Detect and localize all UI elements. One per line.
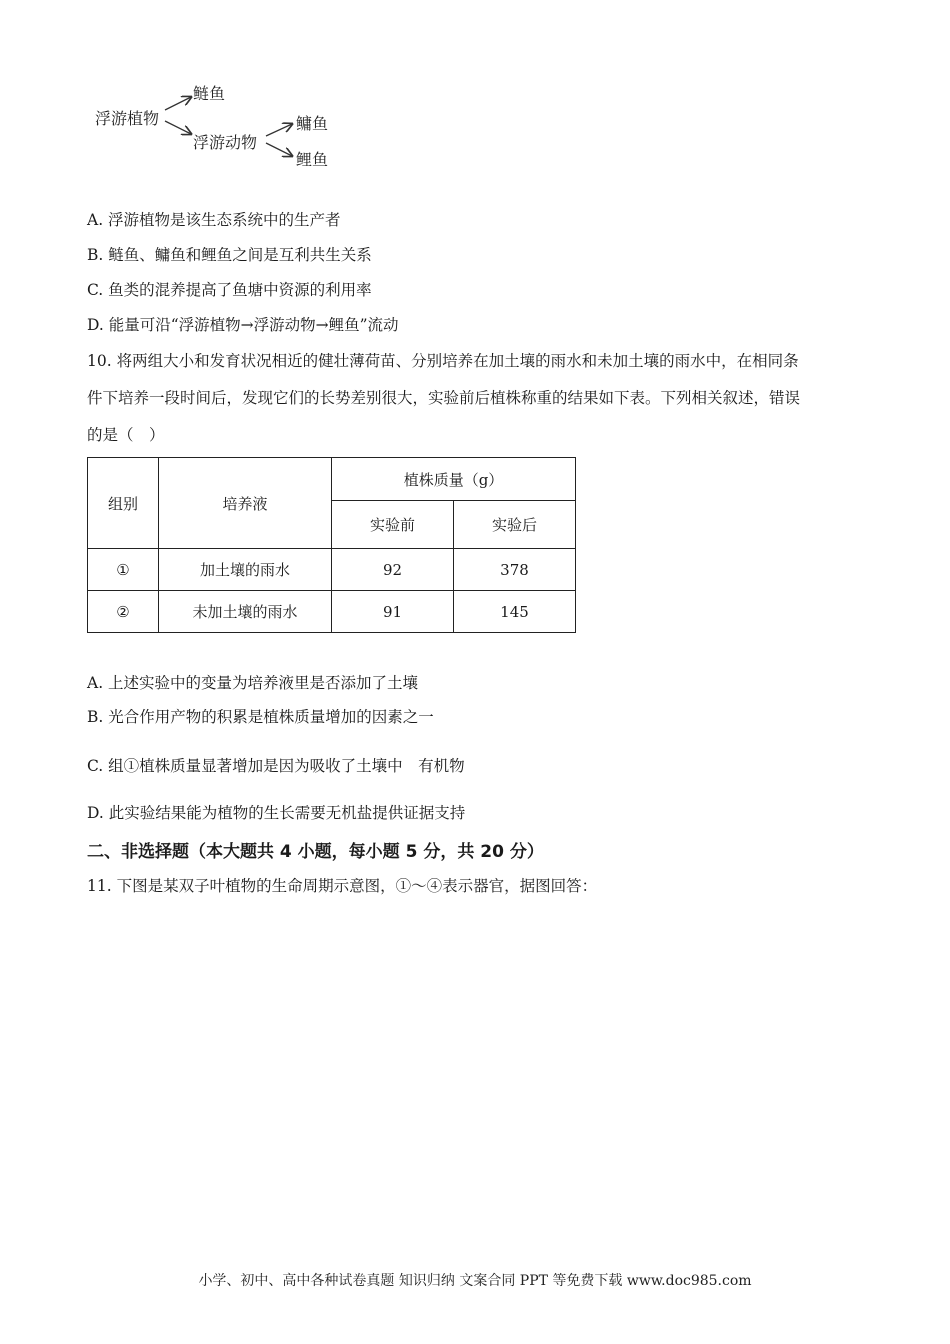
q9-option-a: A. 浮游植物是该生态系统中的生产者 bbox=[87, 211, 341, 229]
node-silver-carp: 鲢鱼 bbox=[193, 84, 226, 103]
table-row bbox=[88, 591, 576, 633]
page-footer: 小学、初中、高中各种试卷真题 知识归纳 文案合同 PPT 等免费下载 www.doc985.com bbox=[198, 1273, 752, 1289]
cell-before: 92 bbox=[332, 549, 454, 591]
q10-stem-line-3: 的是（ ） bbox=[87, 426, 165, 444]
cell-medium: 加土壤的雨水 bbox=[159, 549, 332, 591]
q10-option-c: C. 组①植株质量显著增加是因为吸收了土壤中 有机物 bbox=[87, 757, 465, 775]
cell-after: 378 bbox=[454, 549, 576, 591]
q10-data-table bbox=[87, 457, 576, 633]
header-medium: 培养液 bbox=[159, 458, 332, 549]
node-zooplankton: 浮游动物 bbox=[193, 133, 258, 152]
arrow-plants-to-silver-carp bbox=[165, 97, 191, 110]
header-before: 实验前 bbox=[332, 501, 454, 549]
q10-stem-line-1: 10. 将两组大小和发育状况相近的健壮薄荷苗、分别培养在加土壤的雨水和未加土壤的雨水中，在相同条 bbox=[87, 352, 799, 370]
table-row bbox=[88, 549, 576, 591]
cell-group: ② bbox=[88, 591, 159, 633]
header-group: 组别 bbox=[88, 458, 159, 549]
arrow-plants-to-zooplankton bbox=[165, 121, 191, 134]
header-plant-mass: 植株质量（g） bbox=[332, 458, 576, 501]
section-heading: 二、非选择题（本大题共 4 小题，每小题 5 分，共 20 分） bbox=[87, 842, 544, 862]
cell-after: 145 bbox=[454, 591, 576, 633]
arrow-zooplankton-to-bighead-carp bbox=[266, 124, 292, 136]
q11-stem: 11. 下图是某双子叶植物的生命周期示意图，①～④表示器官，据图回答： bbox=[87, 877, 598, 895]
q9-option-c: C. 鱼类的混养提高了鱼塘中资源的利用率 bbox=[87, 281, 372, 299]
header-after: 实验后 bbox=[454, 501, 576, 549]
arrow-zooplankton-to-carp bbox=[266, 143, 292, 156]
q10-option-a: A. 上述实验中的变量为培养液里是否添加了土壤 bbox=[87, 674, 419, 692]
node-bighead-carp: 鳙鱼 bbox=[296, 114, 329, 133]
cell-medium: 未加土壤的雨水 bbox=[159, 591, 332, 633]
cell-before: 91 bbox=[332, 591, 454, 633]
q10-stem-line-2: 件下培养一段时间后，发现它们的长势差别很大，实验前后植株称重的结果如下表。下列相关叙述，错误 bbox=[87, 389, 801, 407]
food-web-arrows bbox=[0, 0, 360, 180]
q10-option-d: D. 此实验结果能为植物的生长需要无机盐提供证据支持 bbox=[87, 804, 466, 822]
q9-option-b: B. 鲢鱼、鳙鱼和鲤鱼之间是互利共生关系 bbox=[87, 246, 372, 264]
q10-option-b: B. 光合作用产物的积累是植株质量增加的因素之一 bbox=[87, 708, 434, 726]
node-carp: 鲤鱼 bbox=[296, 150, 329, 169]
node-phytoplankton: 浮游植物 bbox=[95, 109, 160, 128]
cell-group: ① bbox=[88, 549, 159, 591]
q9-option-d: D. 能量可沿“浮游植物→浮游动物→鲤鱼”流动 bbox=[87, 316, 399, 334]
